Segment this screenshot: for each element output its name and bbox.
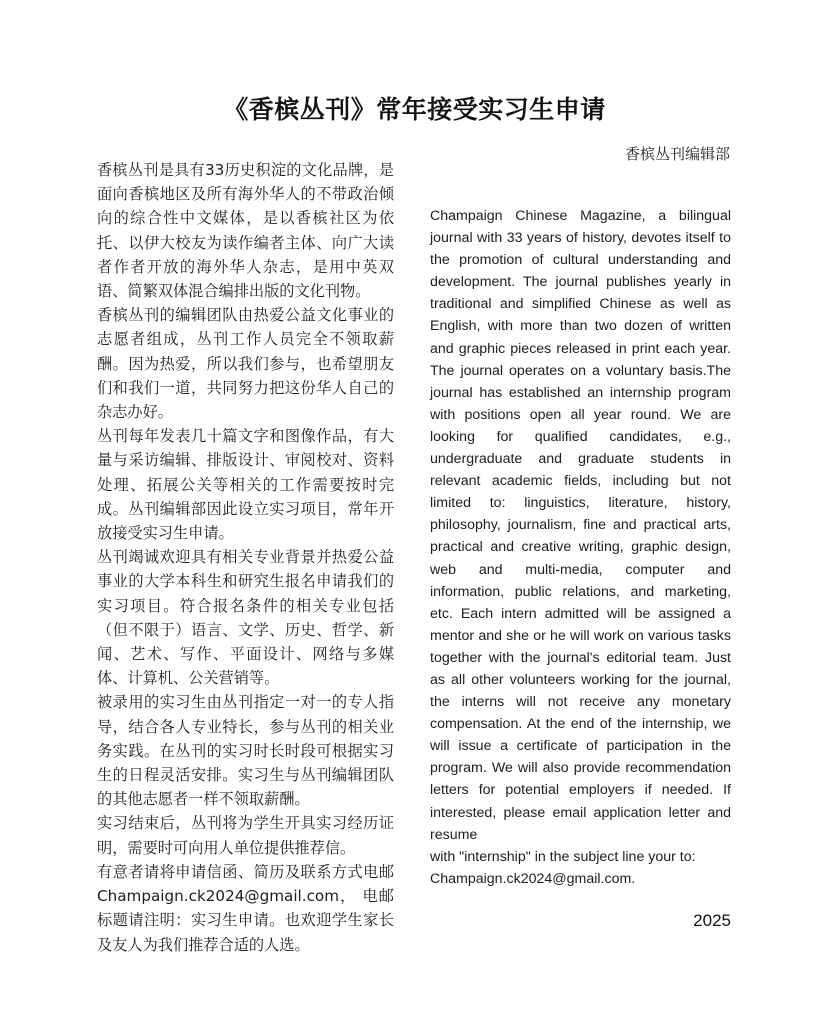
chinese-paragraph-work: 丛刊每年发表几十篇文字和图像作品，有大量与采访编辑、排版设计、审阅校对、资料处理、拓展公关等相关的工作需要按时完成。丛刊编辑部因此设立实习项目，常年开放接受实习生申请。 [97, 427, 394, 543]
english-column [430, 205, 731, 890]
chinese-paragraph-apply: 有意者请将申请信函、简历及联系方式电邮 Champaign.ck2024@gmail.com， 电邮标题请注明：实习生申请。也欢迎学生家长及友人为我们推荐合适的人选。 [97, 862, 394, 954]
chinese-paragraph-team: 香槟丛刊的编辑团队由热爱公益文化事业的志愿者组成，丛刊工作人员完全不领取薪酬。因为热爱，所以我们参与，也希望朋友们和我们一道，共同努力把这份华人自己的杂志办好。 [97, 306, 394, 422]
chinese-paragraph-certificate: 实习结束后，丛刊将为学生开具实习经历证明，需要时可向用人单位提供推荐信。 [97, 814, 394, 857]
chinese-column [97, 158, 394, 957]
english-body: Champaign Chinese Magazine, a bilingual journal with 33 years of history, devotes itself to the promotion of cultural understanding and development. The journal publishes yearly in traditional and simplified Chinese as well as English, with more than two dozen of written and graphic pieces released in print each year. The journal operates on a voluntary basis.The journal has established an internship program with positions open all year round. We are looking for qualified candidates, e.g., undergraduate and graduate students in relevant academic fields, including but not limited to: linguistics, literature, history, philosophy, journalism, fine and practical arts, practical and creative writing, graphic design, web and multi-media, computer and information, public relations, and marketing, etc. Each intern admitted will be assigned a mentor and she or he will work on various tasks together with the journal's editorial team. Just as all other volunteers working for the journal, the interns will not receive any monetary compensation. At the end of the internship, we will issue a certificate of participation in the program. We will also provide recommendation letters for potential employers if needed. If interested, please email application letter and resume [430, 208, 731, 843]
chinese-paragraph-eligibility: 丛刊竭诚欢迎具有相关专业背景并热爱公益事业的大学本科生和研究生报名申请我们的实习项目。符合报名条件的相关专业包括（但不限于）语言、文学、历史、哲学、新闻、艺术、写作、平面设计、网络与多媒体、计算机、公关营销等。 [97, 548, 394, 688]
publication-year: 2025 [693, 911, 731, 930]
chinese-paragraph-mentorship: 被录用的实习生由丛刊指定一对一的专人指导，结合各人专业特长，参与丛刊的相关业务实践。在丛刊的实习时长时段可根据实习生的日程灵活安排。实习生与丛刊编辑团队的其他志愿者一样不领取薪酬。 [97, 693, 394, 809]
chinese-paragraph-intro: 香槟丛刊是具有33历史积淀的文化品牌，是面向香槟地区及所有海外华人的不带政治倾向的综合性中文媒体，是以香槟社区为依托、以伊大校友为读作编者主体、向广大读者作者开放的海外华人杂志，是用中英双语、简繁双体混合编排出版的文化刊物。 [97, 161, 394, 301]
page-title: 《香槟丛刊》常年接受实习生申请 [223, 95, 606, 124]
english-closing: with "internship" in the subject line your to: Champaign.ck2024@gmail.com. [430, 848, 696, 887]
editorial-byline: 香槟丛刊编辑部 [624, 145, 730, 163]
